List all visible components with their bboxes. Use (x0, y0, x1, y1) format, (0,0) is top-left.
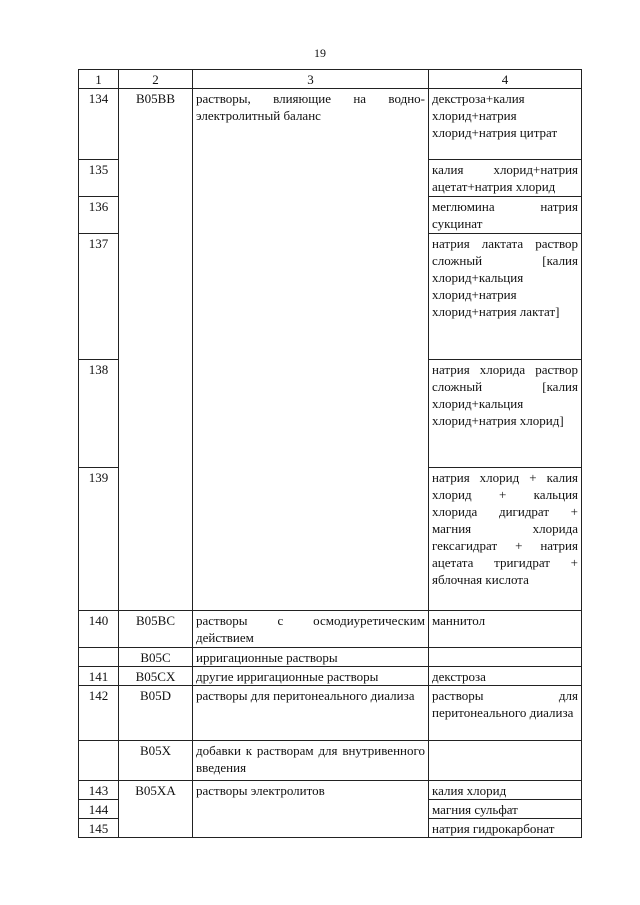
row-number: 142 (79, 686, 119, 741)
row-number: 137 (79, 234, 119, 360)
atc-code: B05CX (119, 667, 193, 686)
atc-code: B05BB (119, 89, 193, 611)
group-description: другие ирригационные растворы (193, 667, 429, 686)
table-row (79, 741, 582, 781)
row-number: 134 (79, 89, 119, 160)
row-number: 140 (79, 611, 119, 648)
drug-name: натрия хлорид + калия хлорид + кальция хлорида дигидрат + магния хлорида гексагидрат + натрия ацетата тригидрат + яблочная кислота (429, 468, 582, 611)
row-number (79, 648, 119, 667)
drug-name: меглюмина натрия сукцинат (429, 197, 582, 234)
table-row (79, 611, 582, 648)
atc-code: B05X (119, 741, 193, 781)
table-row (79, 667, 582, 686)
atc-code: B05D (119, 686, 193, 741)
drug-table (78, 69, 582, 838)
table-row (79, 89, 582, 160)
group-description: добавки к растворам для внутривенного введения (193, 741, 429, 781)
row-number: 141 (79, 667, 119, 686)
drug-name: натрия хлорида раствор сложный [калия хлорид+кальция хлорид+натрия хлорид] (429, 360, 582, 468)
row-number: 136 (79, 197, 119, 234)
header-col-1: 1 (79, 70, 119, 89)
row-number: 144 (79, 800, 119, 819)
row-number: 138 (79, 360, 119, 468)
drug-name: растворы для перитонеального диализа (429, 686, 582, 741)
drug-name: маннитол (429, 611, 582, 648)
group-description: ирригационные растворы (193, 648, 429, 667)
row-number (79, 741, 119, 781)
drug-name: калия хлорид (429, 781, 582, 800)
header-col-4: 4 (429, 70, 582, 89)
table-row (79, 648, 582, 667)
atc-code: B05C (119, 648, 193, 667)
group-description: растворы электролитов (193, 781, 429, 838)
table-row (79, 781, 582, 800)
atc-code: B05BC (119, 611, 193, 648)
row-number: 139 (79, 468, 119, 611)
row-number: 145 (79, 819, 119, 838)
row-number: 143 (79, 781, 119, 800)
atc-code: B05XA (119, 781, 193, 838)
drug-name: натрия лактата раствор сложный [калия хлорид+кальция хлорид+натрия хлорид+натрия лактат] (429, 234, 582, 360)
row-number: 135 (79, 160, 119, 197)
table-row (79, 686, 582, 741)
drug-name: декстроза+калия хлорид+натрия хлорид+натрия цитрат (429, 89, 582, 160)
group-description: растворы, влияющие на водно-электролитный баланс (193, 89, 429, 611)
table-header-row (79, 70, 582, 89)
drug-name: декстроза (429, 667, 582, 686)
drug-name (429, 741, 582, 781)
header-col-2: 2 (119, 70, 193, 89)
group-description: растворы с осмодиуретическим действием (193, 611, 429, 648)
header-col-3: 3 (193, 70, 429, 89)
drug-name: калия хлорид+натрия ацетат+натрия хлорид (429, 160, 582, 197)
drug-name: натрия гидрокарбонат (429, 819, 582, 838)
page-number: 19 (314, 46, 326, 60)
drug-name: магния сульфат (429, 800, 582, 819)
drug-name (429, 648, 582, 667)
group-description: растворы для перитонеального диализа (193, 686, 429, 741)
